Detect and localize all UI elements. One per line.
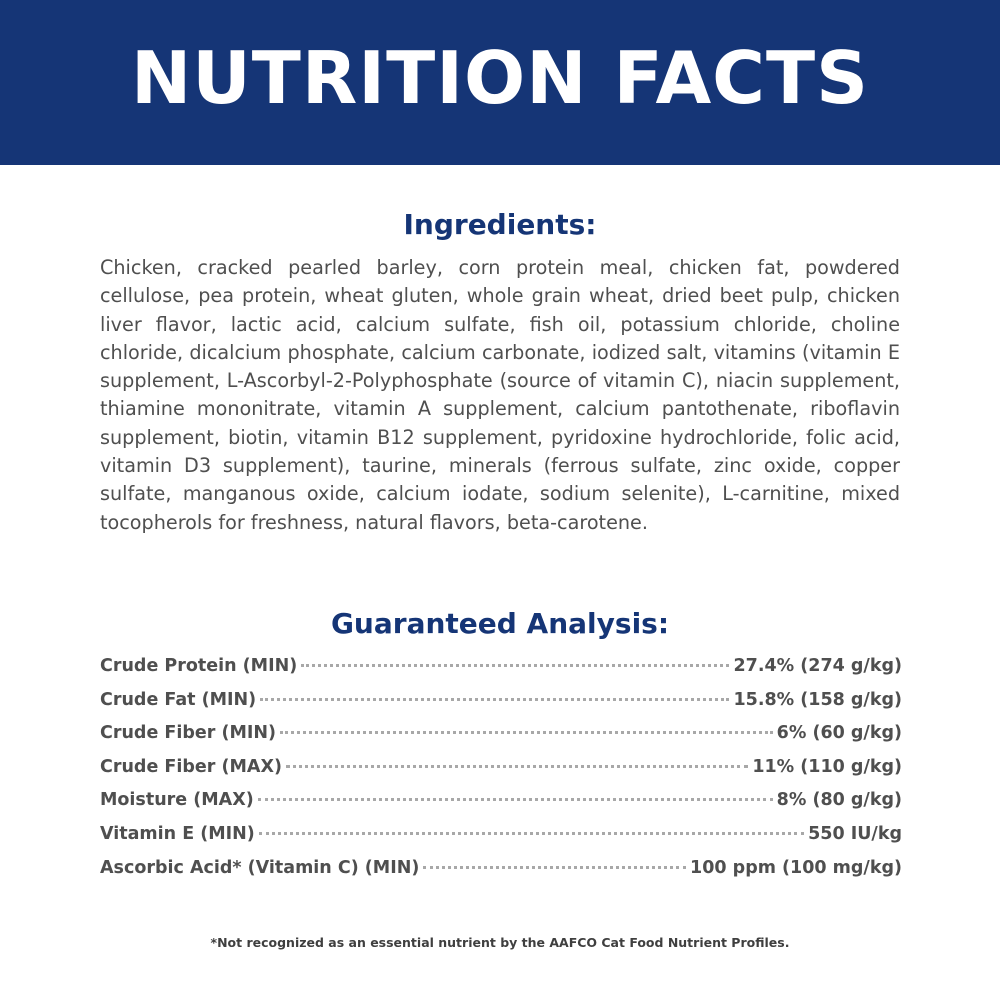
dot-leader	[259, 832, 804, 835]
analysis-row-moisture-max	[100, 790, 902, 824]
analysis-value: 27.4% (274 g/kg)	[733, 656, 902, 676]
analysis-label: Vitamin E (MIN)	[100, 823, 255, 844]
analysis-value: 11% (110 g/kg)	[752, 756, 902, 777]
dot-leader	[286, 765, 748, 768]
analysis-value: 550 IU/kg	[808, 823, 902, 844]
page-title: NUTRITION FACTS	[131, 35, 869, 120]
analysis-label: Moisture (MAX)	[100, 790, 254, 811]
analysis-row-crude-fat-min	[100, 690, 902, 724]
dot-leader	[301, 664, 729, 667]
guaranteed-analysis-table	[100, 656, 902, 891]
analysis-label: Crude Protein (MIN)	[100, 656, 298, 676]
analysis-row-crude-fiber-max	[100, 757, 902, 791]
analysis-label: Crude Fiber (MAX)	[100, 756, 282, 777]
analysis-value: 100 ppm (100 mg/kg)	[690, 857, 902, 878]
ingredients-list: Chicken, cracked pearled barley, corn protein meal, chicken fat, powdered cellulose, pea protein, wheat gluten, whole grain wheat, dried beet pulp, chicken liver flavor, lactic acid, calcium sulfate, fish oil, potassium chloride, choline chloride, dicalcium phosphate, calcium carbonate, iodized salt, vitamins (vitamin E supplement, L-Ascorbyl-2-Polyphosphate (source of vitamin C), niacin supplement, thiamine mononitrate, vitamin A supplement, calcium pantothenate, riboflavin supplement, biotin, vitamin B12 supplement, pyridoxine hydrochloride, folic acid, vitamin D3 supplement), taurine, minerals (ferrous sulfate, zinc oxide, copper sulfate, manganous oxide, calcium iodate, sodium selenite), L-carnitine, mixed tocopherols for freshness, natural flavors, beta-carotene.	[100, 256, 900, 534]
analysis-row-crude-protein-min	[100, 656, 902, 690]
dot-leader	[260, 698, 729, 701]
analysis-label: Ascorbic Acid* (Vitamin C) (MIN)	[100, 857, 420, 878]
analysis-value: 15.8% (158 g/kg)	[733, 689, 902, 710]
analysis-label: Crude Fat (MIN)	[100, 689, 257, 710]
ingredients-heading: Ingredients:	[403, 208, 597, 241]
dot-leader	[258, 798, 773, 801]
analysis-row-vitamin-e-min	[100, 824, 902, 858]
analysis-row-ascorbic-acid-min	[100, 858, 902, 892]
analysis-label: Crude Fiber (MIN)	[100, 723, 277, 744]
guaranteed-analysis-heading: Guaranteed Analysis:	[330, 607, 670, 640]
analysis-row-crude-fiber-min	[100, 723, 902, 757]
footnote: *Not recognized as an essential nutrient by the AAFCO Cat Food Nutrient Profiles.	[210, 935, 790, 950]
dot-leader	[423, 866, 686, 869]
title-banner	[0, 0, 1000, 165]
analysis-value: 8% (80 g/kg)	[776, 790, 902, 811]
analysis-value: 6% (60 g/kg)	[776, 723, 902, 744]
dot-leader	[280, 731, 773, 734]
